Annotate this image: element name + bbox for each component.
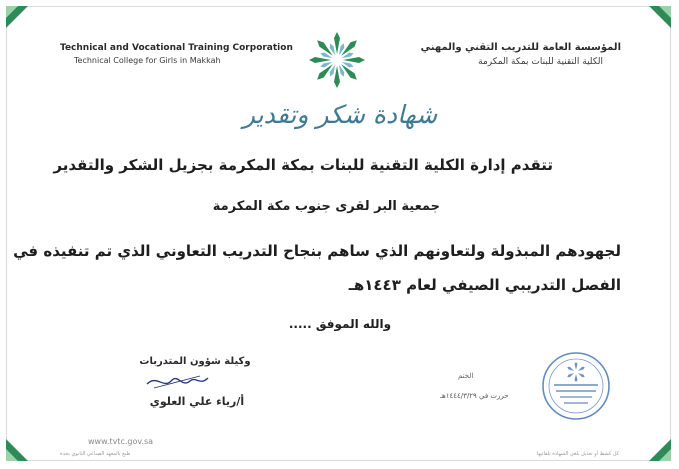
college-name-english: Technical College for Girls in Makkah (74, 56, 221, 65)
org-name-arabic: المؤسسة العامة للتدريب التقني والمهني (420, 42, 621, 53)
term-line: الفصل التدريبي الصيفي لعام ١٤٤٣هـ (348, 276, 621, 294)
website-url: www.tvtc.gov.sa (88, 437, 154, 446)
corner-accent-bottom-left (6, 449, 18, 461)
official-stamp-icon (540, 350, 612, 422)
issue-date: حررت في ١٤٤٤/٣/٢٩هـ (440, 392, 509, 400)
seal-label: الختم (458, 372, 474, 380)
tvtc-logo-icon (305, 28, 369, 92)
corner-accent-top-left (6, 6, 18, 18)
org-name-english: Technical and Vocational Training Corporation (60, 43, 293, 53)
appreciation-line: تتقدم إدارة الكلية التقنية للبنات بمكة المكرمة بجزيل الشكر والتقدير (53, 156, 553, 174)
printer-note: طبع بالمعهد الصناعي الثانوي بجدة (60, 451, 131, 457)
signatory-name: أ/رياء علي العلوي (149, 395, 245, 408)
college-name-arabic: الكلية التقنية للبنات بمكة المكرمة (478, 57, 603, 67)
corner-accent-bottom-right (659, 449, 671, 461)
reason-line: لجهودهم المبذولة ولتعاونهم الذي ساهم بنجاح التدريب التعاوني الذي تم تنفيذه في (13, 242, 621, 260)
closing-line: والله الموفق ..... (288, 317, 392, 331)
certificate-title: شهادة شكر وتقدير (242, 100, 438, 129)
validity-note: كل كشط أو تعديل يلغي الشهادة تلقائيها (536, 451, 619, 457)
signatory-title: وكيلة شؤون المتدربات (139, 356, 251, 367)
corner-accent-top-right (659, 6, 671, 18)
signature-icon (142, 372, 212, 392)
recipient-name: جمعية البر لقرى جنوب مكة المكرمة (212, 199, 440, 214)
